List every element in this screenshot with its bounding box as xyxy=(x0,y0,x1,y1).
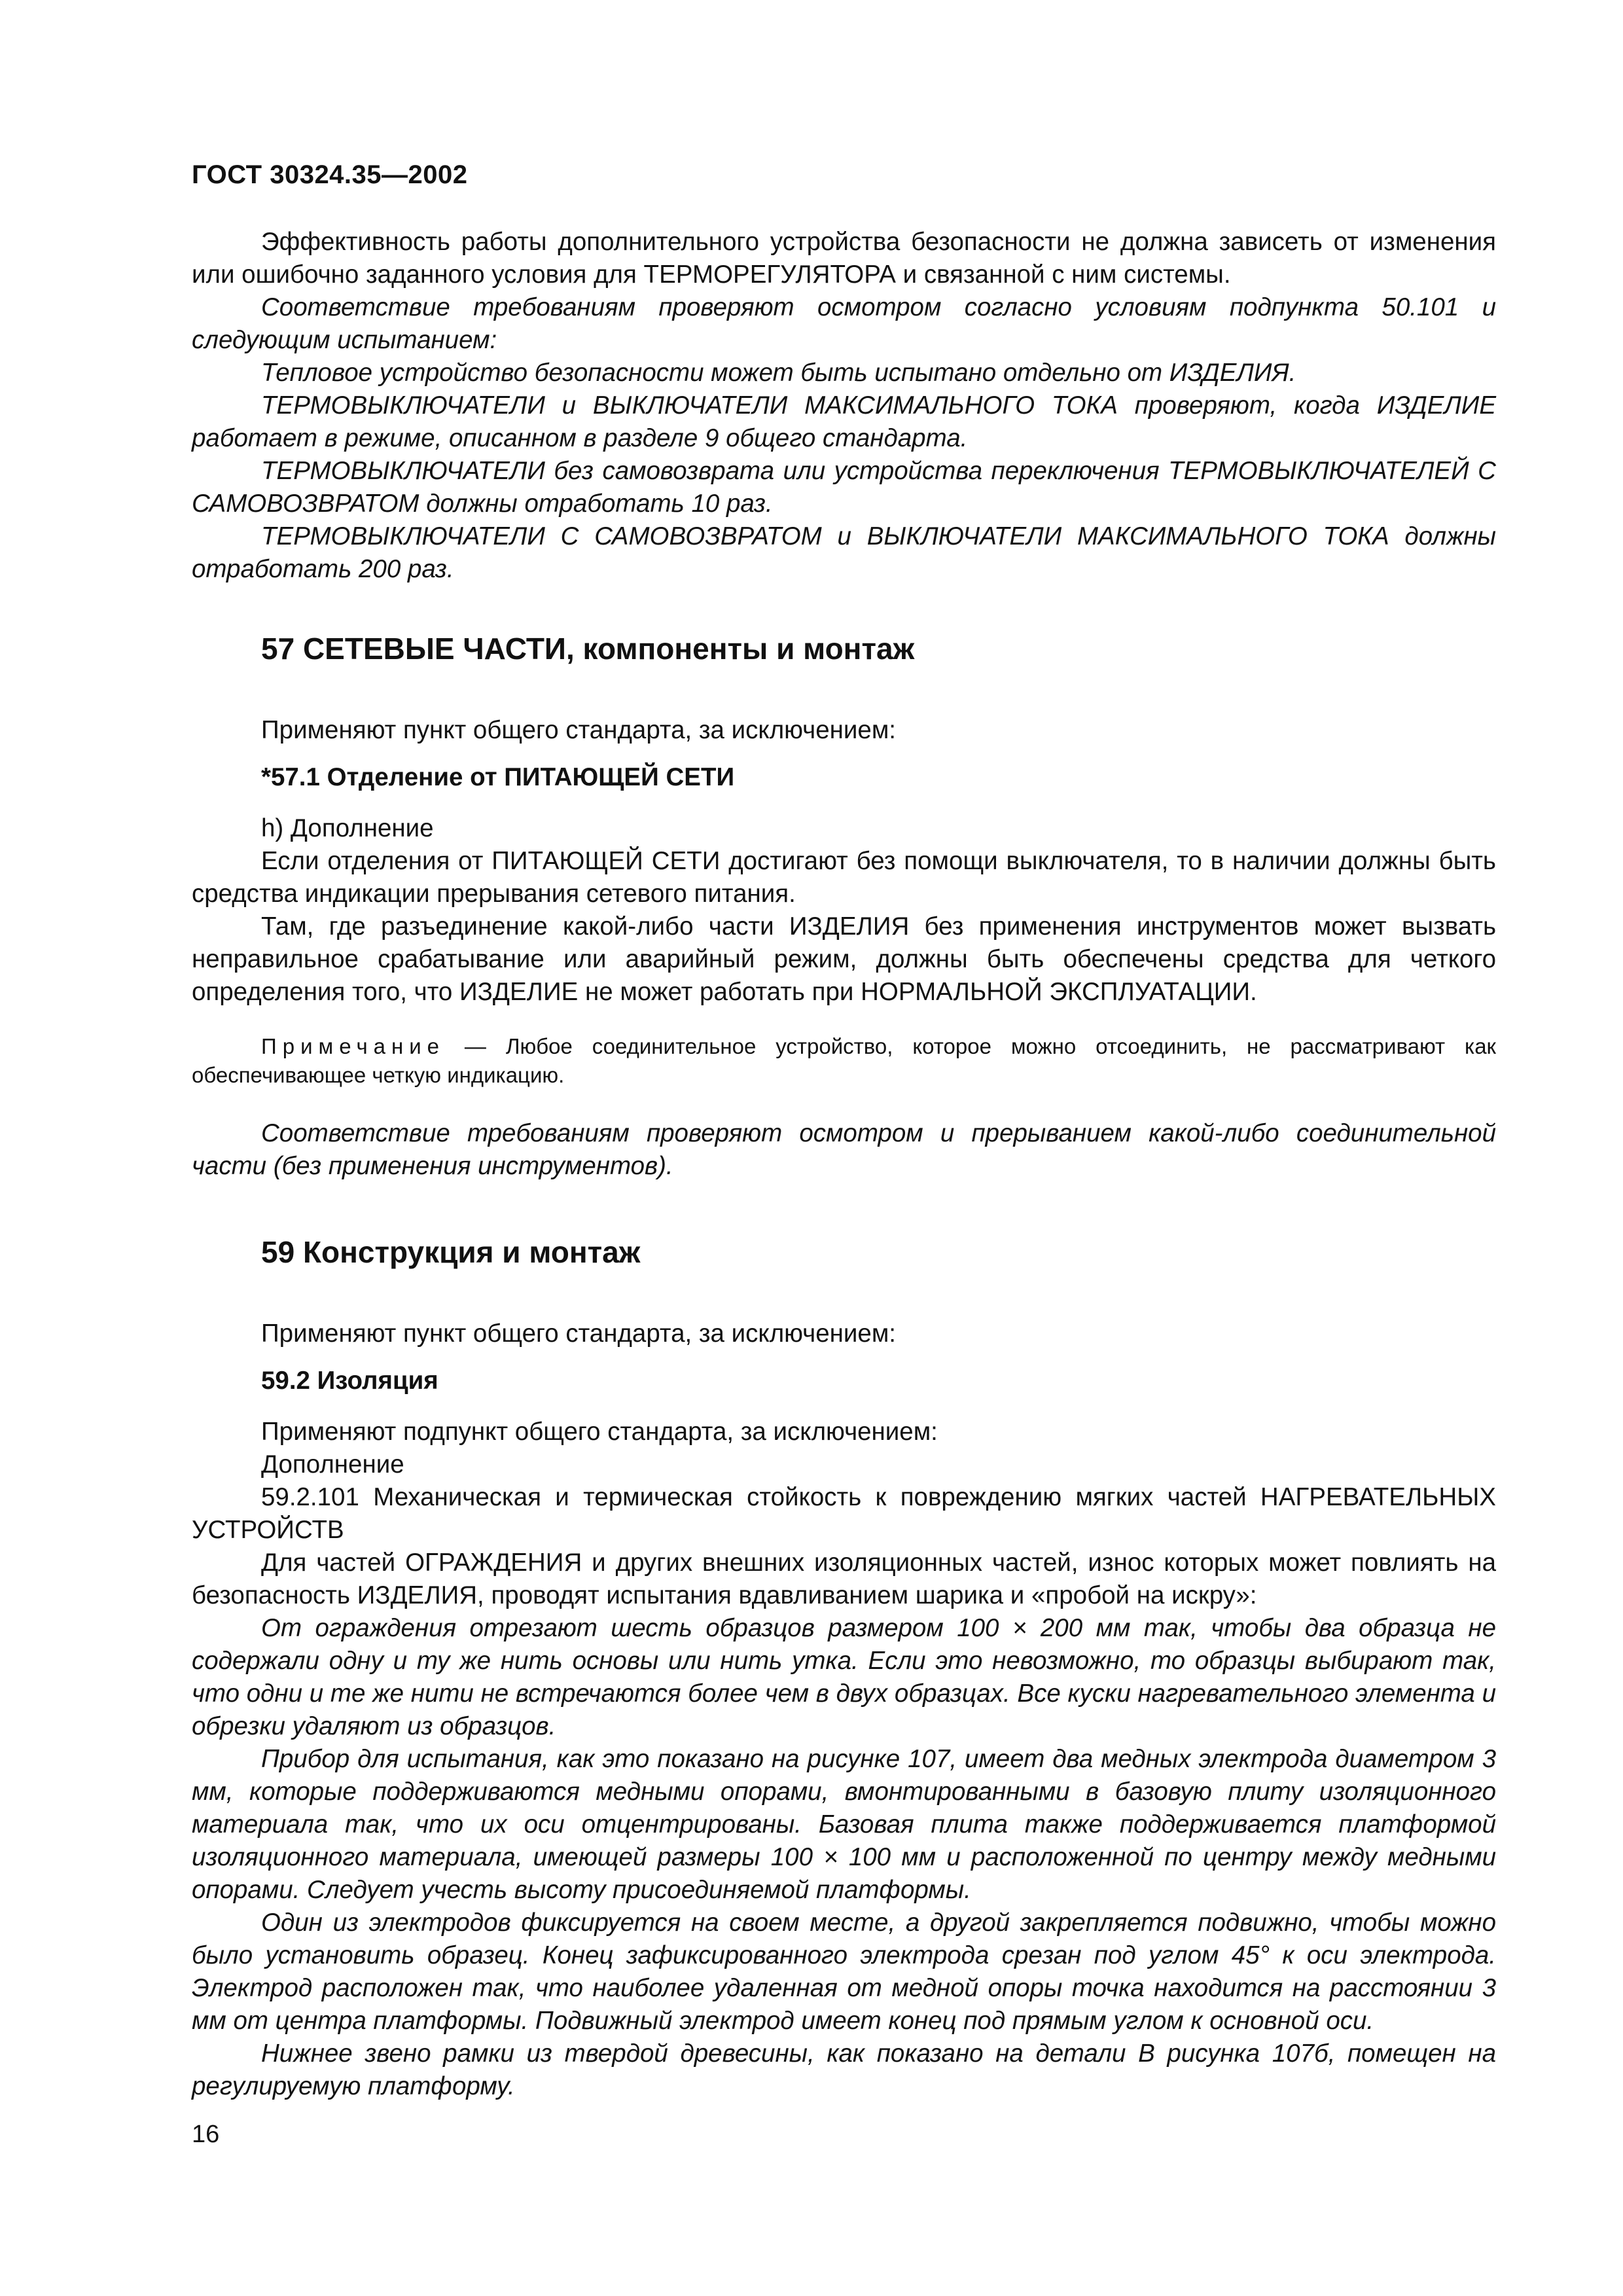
intro-paragraph: ТЕРМОВЫКЛЮЧАТЕЛИ С САМОВОЗВРАТОМ и ВЫКЛЮЧАТЕЛИ МАКСИМАЛЬНОГО ТОКА должны отработать 200 раз. xyxy=(192,522,1496,583)
section-59-applies: Применяют пункт общего стандарта, за исключением: xyxy=(261,1319,897,1348)
section-59-paragraph: Нижнее звено рамки из твердой древесины, как показано на детали В рисунка 107б, помещен на регулируемую платформу. xyxy=(192,2039,1496,2100)
section-59-paragraph: Один из электродов фиксируется на своем месте, а другой закрепляется подвижно, чтобы можно было установить образец. Конец зафиксированного электрода срезан под углом 45° к оси электрода. Электрод расположен так, что наиболее удаленная от медной опоры точка находится на расстоянии 3 мм от центра платформы. Подвижный электрод имеет конец под прямым углом к основной оси. xyxy=(192,1909,1496,2035)
page-number: 16 xyxy=(192,2121,220,2148)
intro-compliance: Соответствие требованиям проверяют осмотром согласно условиям подпункта 50.101 и следующим испытанием: xyxy=(192,293,1496,354)
note-text: — Любое соединительное устройство, которое можно отсоединить, не рассматривают как обеспечивающее четкую индикацию. xyxy=(192,1034,1496,1087)
subsection-59-2-heading: 59.2 Изоляция xyxy=(261,1367,438,1395)
section-59-paragraph: Прибор для испытания, как это показано на рисунке 107, имеет два медных электрода диаметром 3 мм, которые поддерживаются медными опорами, вмонтированными в базовую плиту изоляционного материала так, что их оси отцентрированы. Базовая плита также поддерживается платформой изоляционного материала, имеющей размеры 100 × 100 мм и расположенной по центру между медными опорами. Следует учесть высоту присоединяемой платформы. xyxy=(192,1745,1496,1904)
section-57-compliance: Соответствие требованиям проверяют осмотром и прерыванием какой-либо соединительной части (без применения инструментов). xyxy=(192,1119,1496,1180)
section-57-heading: 57 СЕТЕВЫЕ ЧАСТИ, компоненты и монтаж xyxy=(261,632,915,666)
intro-paragraph: Эффективность работы дополнительного устройства безопасности не должна зависеть от изменения или ошибочно заданного условия для ТЕРМОРЕГУЛЯТОРА и связанной с ним системы. xyxy=(192,228,1496,289)
intro-paragraph: Тепловое устройство безопасности может быть испытано отдельно от ИЗДЕЛИЯ. xyxy=(261,359,1296,387)
section-59-addition: Дополнение xyxy=(261,1450,404,1479)
section-59-heading: 59 Конструкция и монтаж xyxy=(261,1235,641,1269)
section-57-paragraph: Там, где разъединение какой-либо части ИЗДЕЛИЯ без применения инструментов может вызвать неправильное срабатывание или аварийный режим, должны быть обеспечены средства для четкого определения того, что ИЗДЕЛИЕ не может работать при НОРМАЛЬНОЙ ЭКСПЛУАТАЦИИ. xyxy=(192,912,1496,1006)
section-59-paragraph: Для частей ОГРАЖДЕНИЯ и других внешних изоляционных частей, износ которых может повлиять на безопасность ИЗДЕЛИЯ, проводят испытания вдавливанием шарика и «пробой на искру»: xyxy=(192,1549,1496,1609)
intro-paragraph: ТЕРМОВЫКЛЮЧАТЕЛИ и ВЫКЛЮЧАТЕЛИ МАКСИМАЛЬНОГО ТОКА проверяют, когда ИЗДЕЛИЕ работает в режиме, описанном в разделе 9 общего стандарта. xyxy=(192,391,1496,452)
section-57-applies: Применяют пункт общего стандарта, за исключением: xyxy=(261,716,897,744)
note xyxy=(192,1032,1496,1090)
intro-paragraph: ТЕРМОВЫКЛЮЧАТЕЛИ без самовозврата или устройства переключения ТЕРМОВЫКЛЮЧАТЕЛЕЙ С САМОВОЗВРАТОМ должны отработать 10 раз. xyxy=(192,457,1496,518)
document-header: ГОСТ 30324.35—2002 xyxy=(192,160,468,189)
note-label: Примечание xyxy=(261,1034,446,1058)
section-57-paragraph: Если отделения от ПИТАЮЩЕЙ СЕТИ достигают без помощи выключателя, то в наличии должны быть средства индикации прерывания сетевого питания. xyxy=(192,847,1496,908)
section-59-paragraph: От ограждения отрезают шесть образцов размером 100 × 200 мм так, чтобы два образца не содержали одну и ту же нить основы или нить утка. Если это невозможно, то образцы выбирают так, что одни и те же нити не встречаются более чем в двух образцах. Все куски нагревательного элемента и обрезки удаляют из образцов. xyxy=(192,1614,1496,1740)
section-59-applies-sub: Применяют подпункт общего стандарта, за исключением: xyxy=(261,1418,938,1446)
clause-59-2-101: 59.2.101 Механическая и термическая стойкость к повреждению мягких частей НАГРЕВАТЕЛЬНЫХ УСТРОЙСТВ xyxy=(192,1483,1496,1544)
item-h: h) Дополнение xyxy=(261,814,434,842)
document-body xyxy=(192,226,1496,2103)
subsection-57-1-heading: *57.1 Отделение от ПИТАЮЩЕЙ СЕТИ xyxy=(261,763,735,791)
